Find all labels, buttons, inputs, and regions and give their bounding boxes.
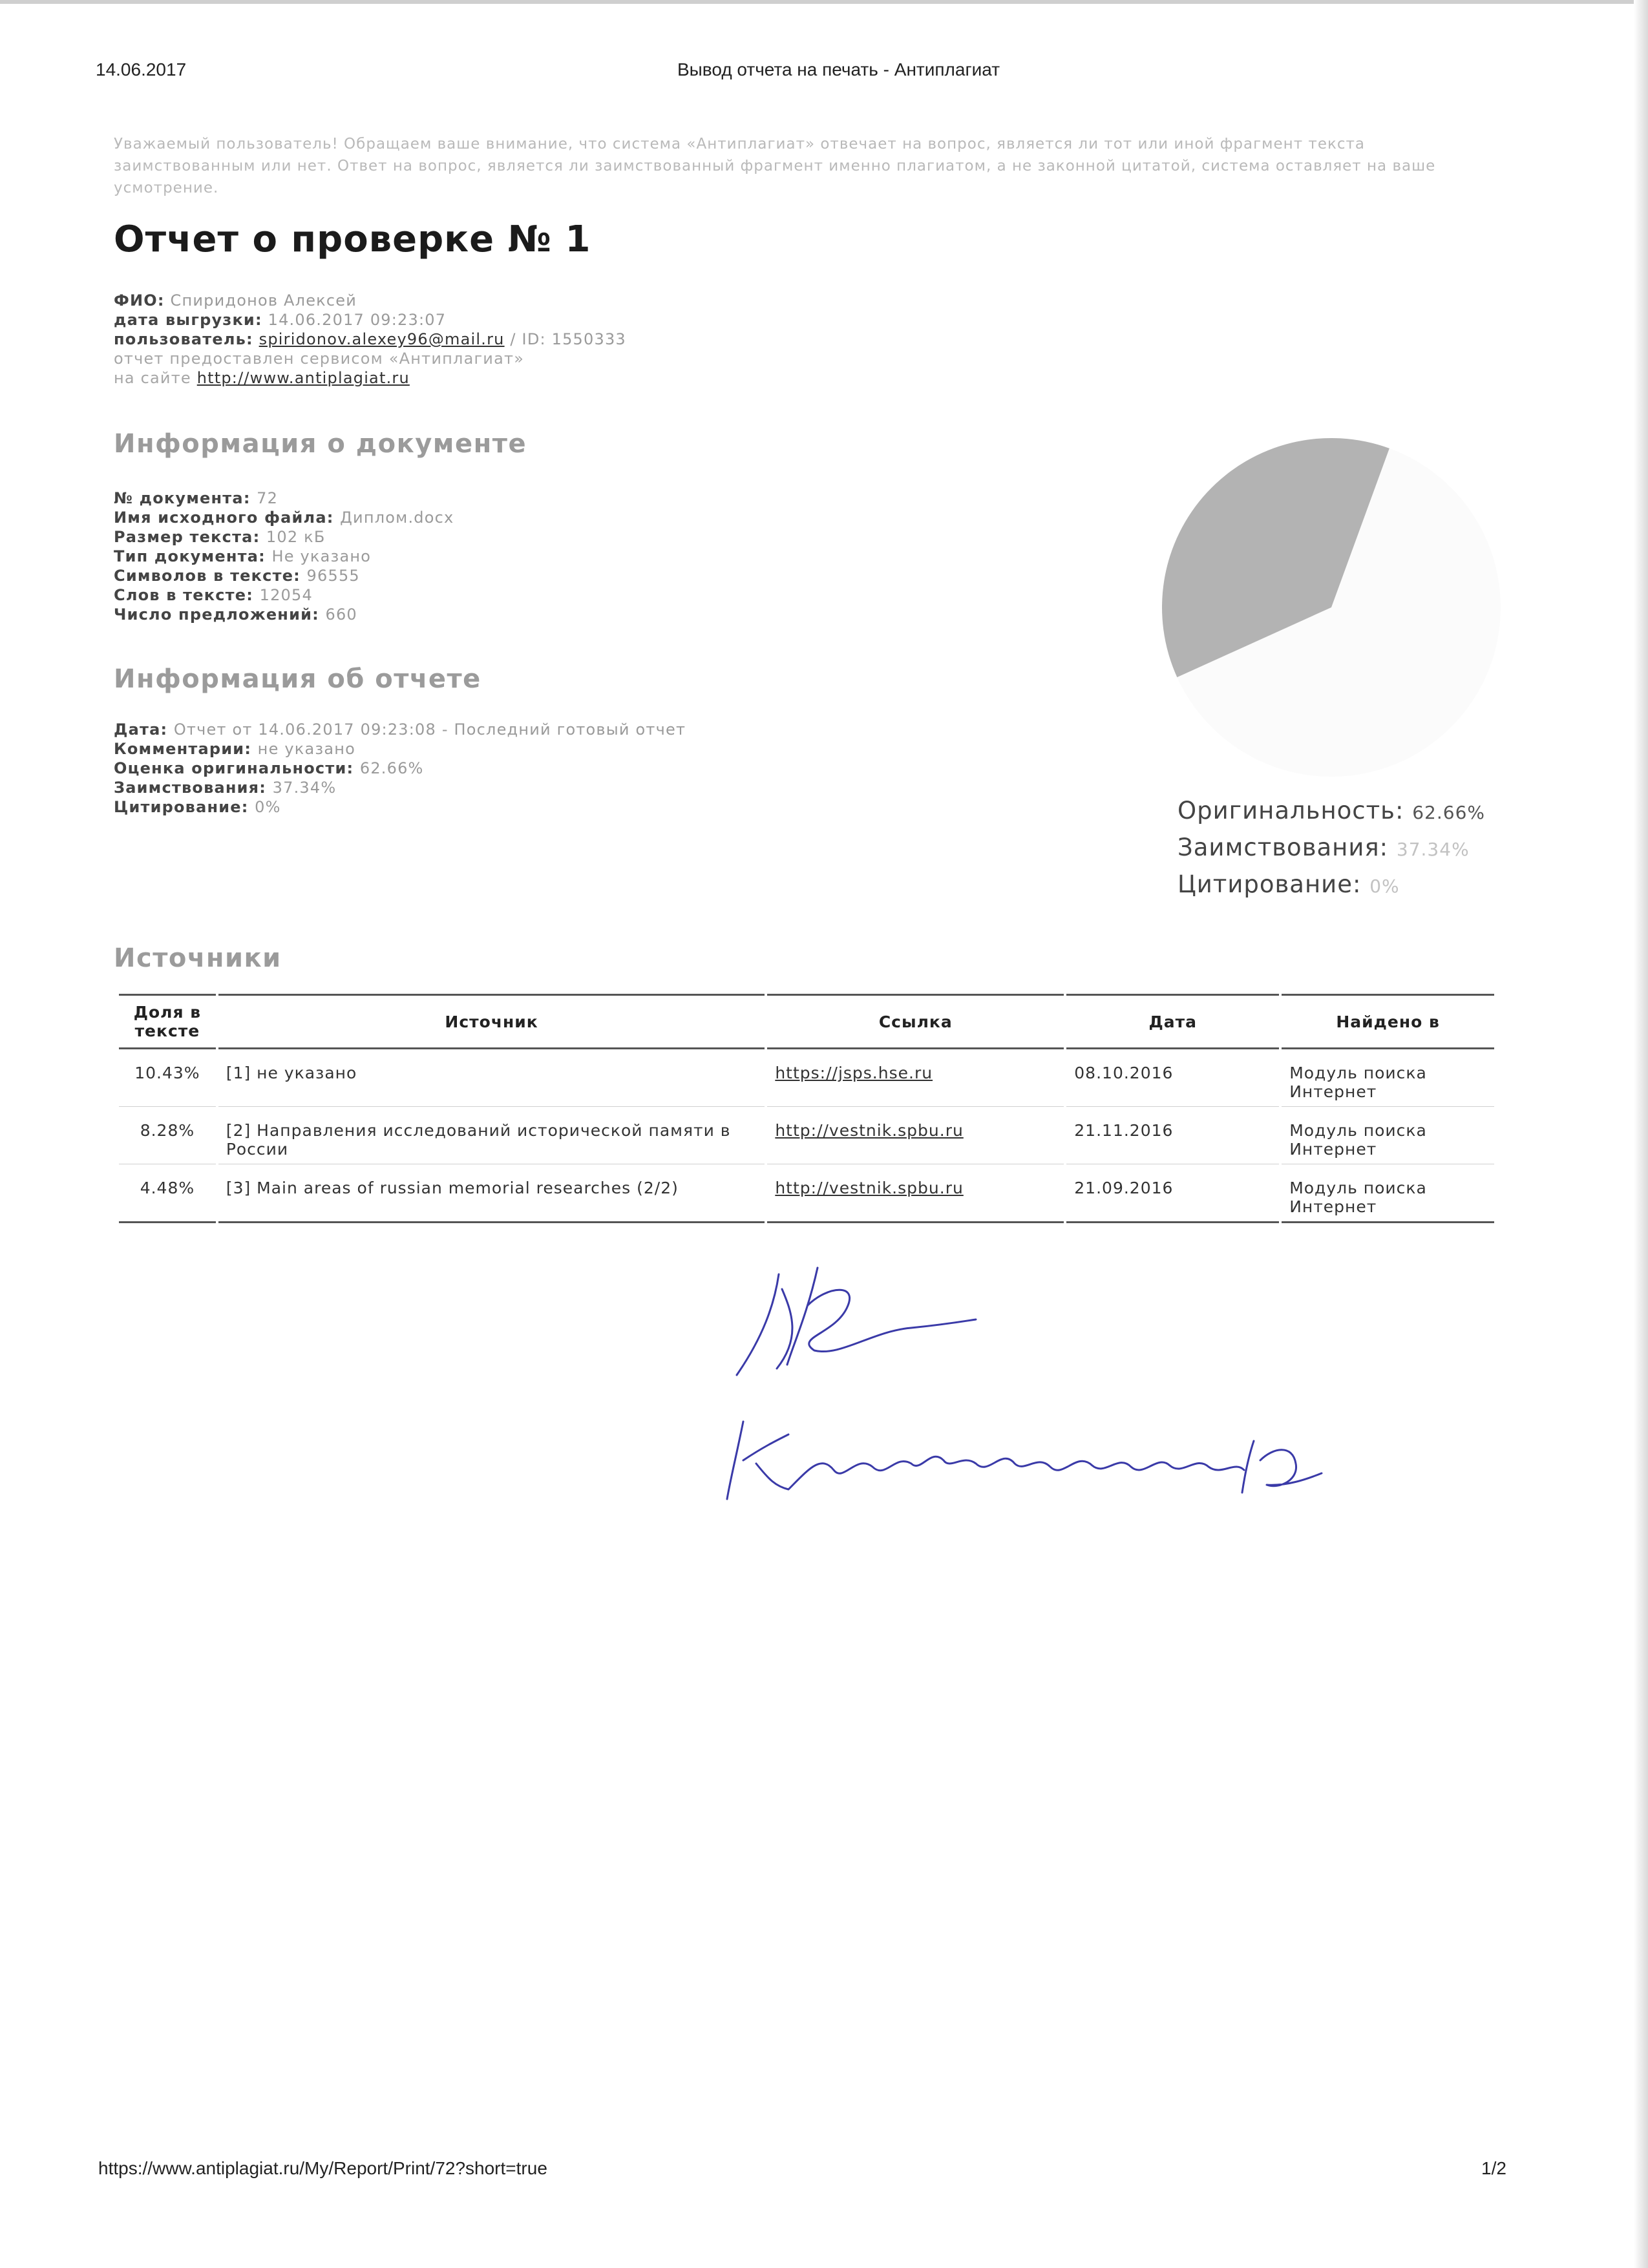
notice-text: Уважаемый пользователь! Обращаем ваше внимание, что система «Антиплагиат» отвечает на вопрос, является ли тот или иной фрагмент текста заимствованным или нет. Ответ на вопрос, является ли заимствованный фрагмент именно плагиатом, а не законной цитатой, система оставляет на ваше усмотрение. bbox=[114, 136, 1436, 196]
upload-date-label: дата выгрузки: bbox=[114, 311, 262, 329]
report-info-label: Заимствования: bbox=[114, 779, 273, 797]
site-link[interactable]: http://www.antiplagiat.ru bbox=[196, 369, 410, 387]
doc-info-label: Тип документа: bbox=[114, 547, 272, 565]
report-info-row bbox=[114, 720, 686, 739]
provided-by-text bbox=[114, 349, 524, 368]
upload-date-value: 14.06.2017 09:23:07 bbox=[268, 311, 447, 329]
source-found-in: Модуль поиска Интернет bbox=[1282, 1049, 1494, 1107]
scan-edge-top bbox=[0, 0, 1648, 4]
fio-label: ФИО: bbox=[114, 291, 165, 310]
report-title: Отчет о проверке № 1 bbox=[114, 218, 591, 260]
doc-info-label: Символов в тексте: bbox=[114, 567, 307, 585]
doc-info-row bbox=[114, 547, 371, 566]
source-name: [1] не указано bbox=[218, 1049, 765, 1107]
doc-info-row bbox=[114, 605, 357, 624]
user-info-fio bbox=[114, 291, 357, 310]
source-share: 8.28% bbox=[119, 1107, 216, 1164]
site-prefix: на сайте bbox=[114, 369, 191, 387]
print-page-title: Вывод отчета на печать - Антиплагиат bbox=[677, 59, 1000, 79]
doc-info-row bbox=[114, 585, 313, 605]
table-row bbox=[119, 1164, 1494, 1223]
doc-info-row bbox=[114, 508, 454, 527]
doc-info-value: 102 кБ bbox=[266, 528, 326, 546]
pie-svg bbox=[1150, 426, 1512, 788]
legend-citation-label: Цитирование: bbox=[1178, 870, 1362, 898]
fio-value: Спиридонов Алексей bbox=[170, 291, 357, 310]
report-info-row bbox=[114, 739, 355, 759]
doc-info-row bbox=[114, 527, 326, 547]
report-info-title: Информация об отчете bbox=[114, 664, 481, 694]
report-info-label: Дата: bbox=[114, 720, 174, 739]
print-date: 14.06.2017 bbox=[96, 59, 187, 79]
source-link[interactable]: http://vestnik.spbu.ru bbox=[775, 1121, 964, 1140]
report-info-label: Цитирование: bbox=[114, 798, 255, 816]
source-link[interactable]: https://jsps.hse.ru bbox=[775, 1064, 933, 1082]
user-label: пользователь: bbox=[114, 330, 253, 348]
doc-info-label: № документа: bbox=[114, 489, 257, 507]
scan-edge-right bbox=[1634, 0, 1648, 2268]
user-email-link[interactable]: spiridonov.alexey96@mail.ru bbox=[259, 330, 505, 348]
col-header-source: Источник bbox=[218, 994, 765, 1049]
source-share: 4.48% bbox=[119, 1164, 216, 1223]
print-page-number: 1/2 bbox=[1481, 2158, 1506, 2178]
doc-info-row bbox=[114, 488, 278, 508]
report-info-value: 37.34% bbox=[272, 779, 337, 797]
legend-borrowings-value: 37.34% bbox=[1396, 839, 1470, 860]
source-name: [3] Main areas of russian memorial researches (2/2) bbox=[218, 1164, 765, 1223]
handwritten-signature-mark bbox=[717, 1260, 989, 1389]
site-line bbox=[114, 368, 410, 388]
source-date: 21.09.2016 bbox=[1066, 1164, 1279, 1223]
sources-title: Источники bbox=[114, 943, 282, 973]
report-info-label: Комментарии: bbox=[114, 740, 258, 758]
report-info-row bbox=[114, 797, 281, 817]
doc-info-value: 96555 bbox=[306, 567, 360, 585]
report-info-label: Оценка оригинальности: bbox=[114, 759, 360, 777]
legend-citation-value: 0% bbox=[1369, 876, 1400, 897]
source-url-cell bbox=[767, 1107, 1064, 1164]
doc-info-value: 12054 bbox=[259, 586, 313, 604]
report-info-value: 0% bbox=[255, 798, 281, 816]
legend-citation bbox=[1178, 867, 1485, 904]
source-name: [2] Направления исследований исторической памяти в России bbox=[218, 1107, 765, 1164]
legend-borrowings-label: Заимствования: bbox=[1178, 834, 1389, 861]
col-header-found-in: Найдено в bbox=[1282, 994, 1494, 1049]
legend-borrowings bbox=[1178, 830, 1485, 867]
source-found-in: Модуль поиска Интернет bbox=[1282, 1164, 1494, 1223]
col-header-date: Дата bbox=[1066, 994, 1279, 1049]
sources-table bbox=[116, 994, 1497, 1223]
source-share: 10.43% bbox=[119, 1049, 216, 1107]
user-info-user bbox=[114, 330, 626, 349]
legend-originality-value: 62.66% bbox=[1412, 802, 1485, 823]
source-date: 21.11.2016 bbox=[1066, 1107, 1279, 1164]
doc-info-label: Слов в тексте: bbox=[114, 586, 260, 604]
print-footer-url: https://www.antiplagiat.ru/My/Report/Print/72?short=true bbox=[98, 2158, 547, 2178]
legend-originality bbox=[1178, 793, 1485, 830]
originality-pie-chart bbox=[1150, 426, 1512, 788]
handwritten-name-signature bbox=[717, 1409, 1331, 1512]
table-row bbox=[119, 1049, 1494, 1107]
doc-info-label: Размер текста: bbox=[114, 528, 266, 546]
report-info-row bbox=[114, 759, 424, 778]
source-url-cell bbox=[767, 1049, 1064, 1107]
doc-info-row bbox=[114, 566, 360, 585]
source-found-in: Модуль поиска Интернет bbox=[1282, 1107, 1494, 1164]
user-id: / ID: 1550333 bbox=[510, 330, 626, 348]
sources-header-row bbox=[119, 994, 1494, 1049]
doc-info-value: Диплом.docx bbox=[340, 509, 454, 527]
source-url-cell bbox=[767, 1164, 1064, 1223]
chart-legend bbox=[1178, 793, 1485, 904]
col-header-link: Ссылка bbox=[767, 994, 1064, 1049]
report-info-value: 62.66% bbox=[359, 759, 424, 777]
doc-info-value: Не указано bbox=[271, 547, 372, 565]
doc-info-value: 660 bbox=[325, 605, 357, 624]
doc-info-label: Число предложений: bbox=[114, 605, 326, 624]
report-info-row bbox=[114, 778, 336, 797]
source-date: 08.10.2016 bbox=[1066, 1049, 1279, 1107]
col-header-share: Доля в тексте bbox=[119, 994, 216, 1049]
report-info-value: Отчет от 14.06.2017 09:23:08 - Последний готовый отчет bbox=[173, 720, 686, 739]
doc-info-title: Информация о документе bbox=[114, 429, 527, 459]
legend-originality-label: Оригинальность: bbox=[1178, 797, 1404, 824]
user-info-upload-date bbox=[114, 310, 446, 330]
doc-info-label: Имя исходного файла: bbox=[114, 509, 341, 527]
report-info-value: не указано bbox=[257, 740, 356, 758]
source-link[interactable]: http://vestnik.spbu.ru bbox=[775, 1179, 964, 1197]
doc-info-value: 72 bbox=[257, 489, 279, 507]
provided-by: отчет предоставлен сервисом «Антиплагиат» bbox=[114, 350, 525, 368]
table-row bbox=[119, 1107, 1494, 1164]
